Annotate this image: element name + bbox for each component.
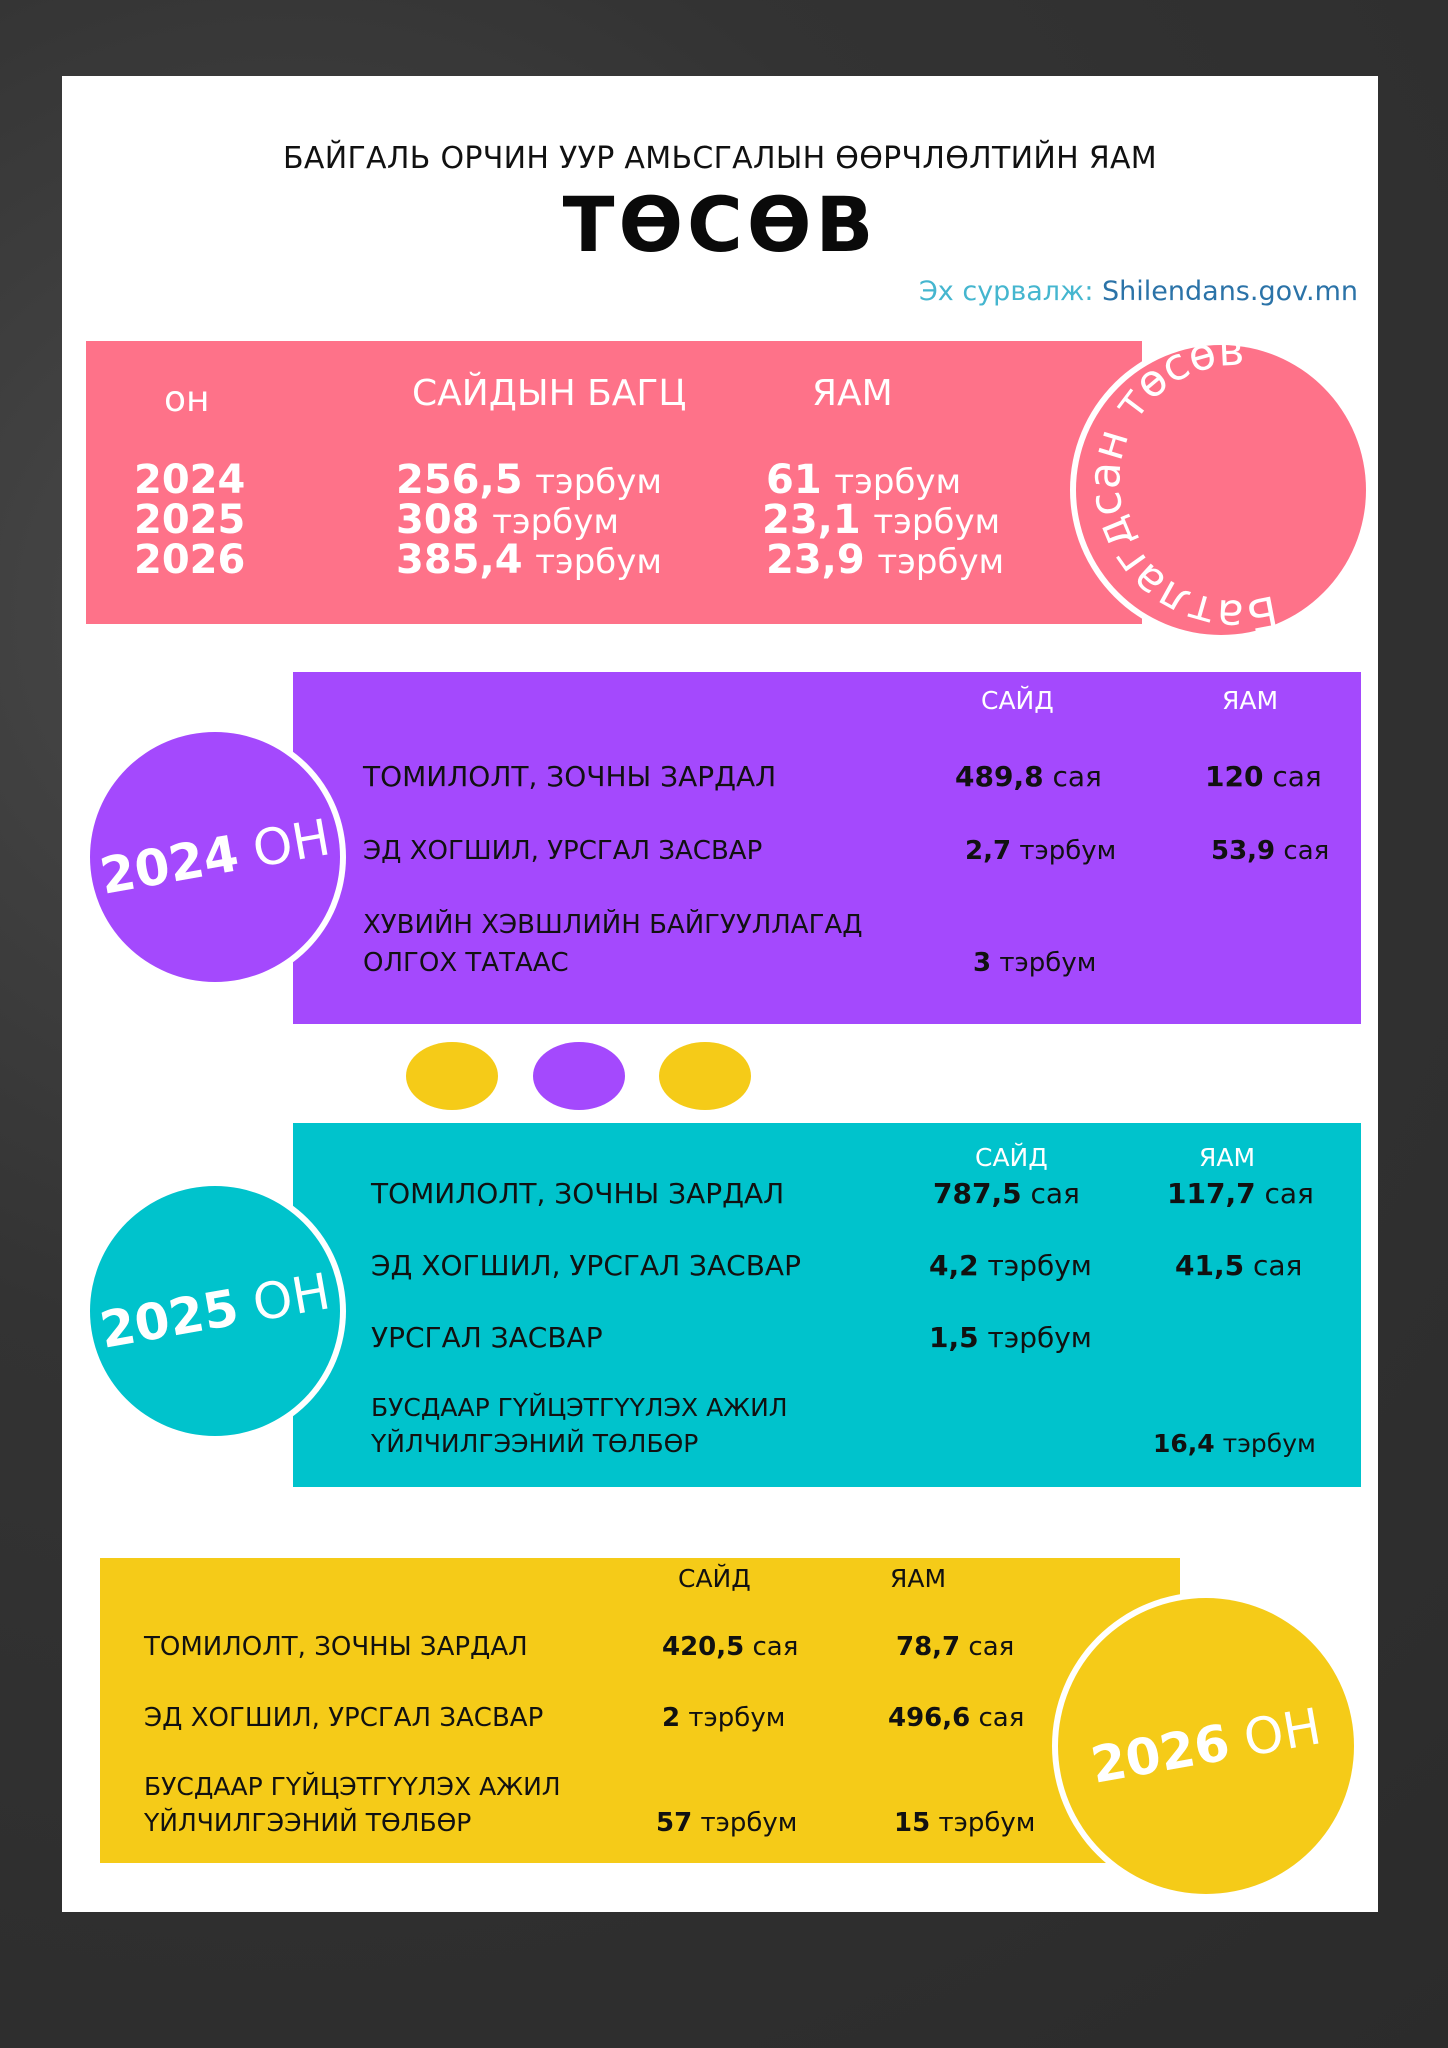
section-2024-panel <box>293 672 1361 1024</box>
approved-ministry-2026: 23,9 тэрбум <box>766 537 1005 583</box>
approved-year-2025: 2025 <box>134 497 246 543</box>
row-label-2024-subsidy-2: ОЛГОХ ТАТААС <box>363 948 569 978</box>
said-2024-travel: 489,8 сая <box>955 760 1102 793</box>
approved-year-2024: 2024 <box>134 457 246 503</box>
approved-badge-circle <box>1076 345 1366 635</box>
col-header-yam-2026: ЯАМ <box>890 1564 947 1593</box>
said-2026-maintenance: 2 тэрбум <box>662 1703 786 1733</box>
row-label-2024-travel: ТОМИЛОЛТ, ЗОЧНЫ ЗАРДАЛ <box>363 760 777 793</box>
row-label-2024-subsidy-1: ХУВИЙН ХЭВШЛИЙН БАЙГУУЛЛАГАД <box>363 910 863 940</box>
ministry-name: БАЙГАЛЬ ОРЧИН УУР АМЬСГАЛЫН ӨӨРЧЛӨЛТИЙН ЯАМ <box>283 141 1157 176</box>
yam-2026-travel: 78,7 сая <box>896 1632 1015 1662</box>
approved-cabinet-2025: 308 тэрбум <box>396 497 620 543</box>
yam-2026-maintenance: 496,6 сая <box>888 1703 1025 1733</box>
row-label-2026-outsourced-2: ҮЙЛЧИЛГЭЭНИЙ ТӨЛБӨР <box>144 1808 472 1837</box>
decor-dot-yellow-2 <box>659 1042 751 1110</box>
page-title: ТӨСӨВ <box>562 180 878 269</box>
yam-2024-maintenance: 53,9 сая <box>1211 836 1330 866</box>
svg-text:Батлагдсан төсөв <box>1079 345 1282 635</box>
approved-ministry-2024: 61 тэрбум <box>766 457 962 503</box>
year-circle-2025 <box>90 1186 340 1436</box>
col-header-ministry: ЯАМ <box>812 373 893 414</box>
row-label-2026-travel: ТОМИЛОЛТ, ЗОЧНЫ ЗАРДАЛ <box>144 1632 528 1662</box>
yam-2026-outsourced: 15 тэрбум <box>894 1808 1036 1838</box>
row-label-2024-maintenance: ЭД ХОГШИЛ, УРСГАЛ ЗАСВАР <box>363 836 763 866</box>
approved-cabinet-2026: 385,4 тэрбум <box>396 537 663 583</box>
col-header-said-2025: САЙД <box>975 1143 1048 1172</box>
approved-budget-panel <box>86 341 1142 624</box>
yam-2025-outsourced: 16,4 тэрбум <box>1153 1429 1316 1458</box>
source-domain: Shilendans.gov.mn <box>1102 276 1358 307</box>
row-label-2025-maintenance: ЭД ХОГШИЛ, УРСГАЛ ЗАСВАР <box>371 1249 801 1282</box>
row-label-2026-outsourced-1: БУСДААР ГҮЙЦЭТГҮҮЛЭХ АЖИЛ <box>144 1772 561 1801</box>
row-label-2025-outsourced-2: ҮЙЛЧИЛГЭЭНИЙ ТӨЛБӨР <box>371 1429 699 1458</box>
section-2026-panel <box>100 1558 1180 1863</box>
year-circle-2024 <box>90 732 340 982</box>
row-label-2025-travel: ТОМИЛОЛТ, ЗОЧНЫ ЗАРДАЛ <box>371 1177 785 1210</box>
col-header-cabinet: САЙДЫН БАГЦ <box>412 373 687 414</box>
source-label: Эх сурвалж: <box>918 276 1103 307</box>
year-label-2024: 2024 ОН <box>95 808 335 906</box>
row-label-2026-maintenance: ЭД ХОГШИЛ, УРСГАЛ ЗАСВАР <box>144 1703 544 1733</box>
said-2025-travel: 787,5 сая <box>933 1177 1080 1210</box>
approved-year-2026: 2026 <box>134 537 246 583</box>
said-2024-maintenance: 2,7 тэрбум <box>965 836 1117 866</box>
col-header-yam-2025: ЯАМ <box>1199 1143 1256 1172</box>
yam-2025-travel: 117,7 сая <box>1167 1177 1314 1210</box>
decor-dot-yellow-1 <box>406 1042 498 1110</box>
section-2025-panel <box>293 1123 1361 1487</box>
year-label-2025: 2025 ОН <box>95 1262 335 1360</box>
col-header-said-2024: САЙД <box>981 686 1054 715</box>
said-2025-maintenance: 4,2 тэрбум <box>929 1249 1092 1282</box>
said-2026-outsourced: 57 тэрбум <box>656 1808 798 1838</box>
source-line <box>919 276 1358 307</box>
row-label-2025-repair: УРСГАЛ ЗАСВАР <box>371 1321 603 1354</box>
said-2026-travel: 420,5 сая <box>662 1632 799 1662</box>
year-label-2026: 2026 ОН <box>1086 1697 1326 1795</box>
said-2024-subsidy: 3 тэрбум <box>973 948 1097 978</box>
yam-2025-maintenance: 41,5 сая <box>1175 1249 1303 1282</box>
row-label-2025-outsourced-1: БУСДААР ГҮЙЦЭТГҮҮЛЭХ АЖИЛ <box>371 1393 788 1422</box>
approved-cabinet-2024: 256,5 тэрбум <box>396 457 663 503</box>
yam-2024-travel: 120 сая <box>1205 760 1322 793</box>
approved-ministry-2025: 23,1 тэрбум <box>762 497 1001 543</box>
col-header-said-2026: САЙД <box>678 1564 751 1593</box>
decor-dot-purple <box>533 1042 625 1110</box>
approved-badge-text: Батлагдсан төсөв <box>1078 345 1282 635</box>
budget-infographic <box>62 76 1378 1912</box>
year-circle-2026 <box>1058 1598 1354 1894</box>
approved-badge-text-arc <box>1076 345 1366 635</box>
col-header-yam-2024: ЯАМ <box>1222 686 1279 715</box>
col-header-year: он <box>164 379 210 420</box>
said-2025-repair: 1,5 тэрбум <box>929 1321 1092 1354</box>
